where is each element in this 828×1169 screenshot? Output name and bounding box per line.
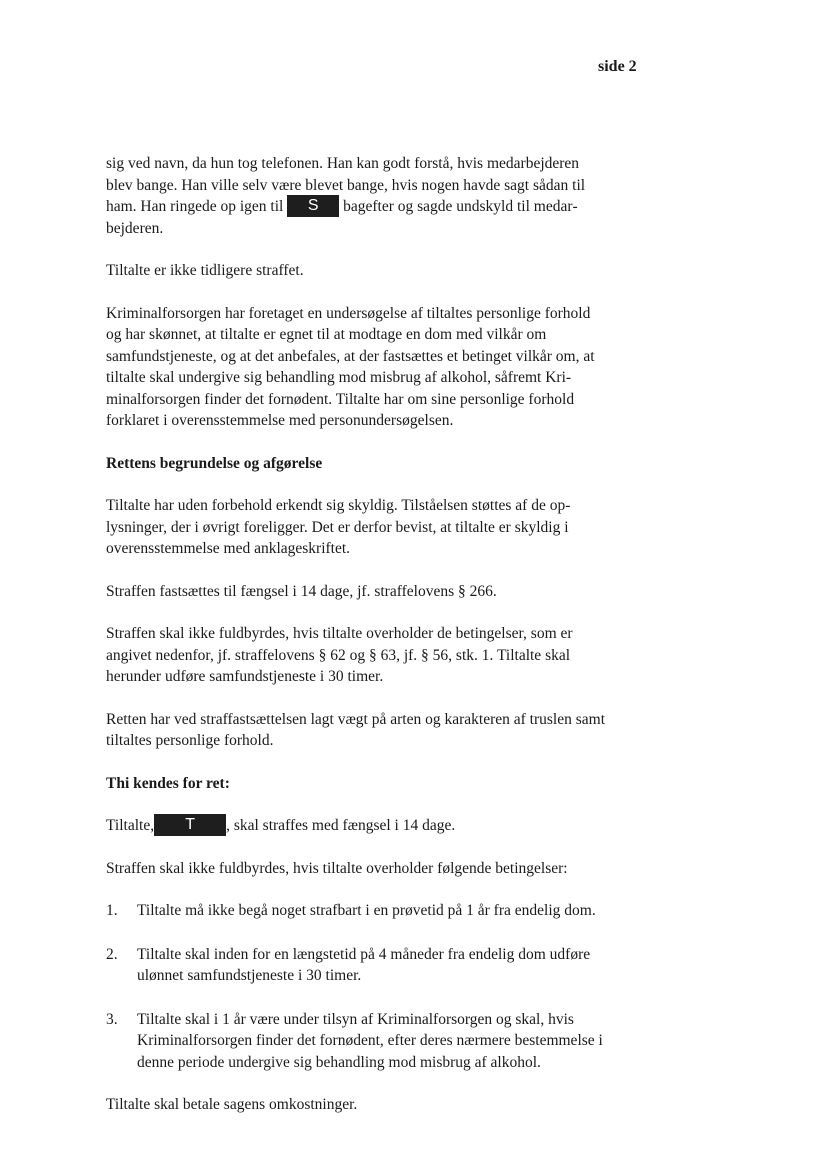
- paragraph-statement: [106, 153, 606, 239]
- conditions-list: [106, 900, 606, 1073]
- paragraph-costs: Tiltalte skal betale sagens omkostninger.: [106, 1096, 358, 1113]
- list-item: [106, 1009, 606, 1074]
- document-body: [106, 153, 606, 1137]
- list-item: [106, 900, 606, 922]
- list-item-number: 2.: [106, 945, 118, 963]
- list-item-number: 1.: [106, 902, 118, 919]
- redaction-box: T: [154, 814, 226, 836]
- paragraph-weighting: Retten har ved straffastsættelsen lagt vægt på arten og karakteren af truslen samt tiltaltes personlige forhold.: [106, 710, 605, 749]
- paragraph-text: sig ved navn, da hun tog telefonen. Han kan godt forstå, hvis medarbejderen blev bange. Han ville selv være blevet bange, hvis nogen havde sagt sådan til ham. Han ringede op igen til: [106, 155, 586, 215]
- paragraph-text: , skal straffes med fængsel i 14 dage.: [226, 817, 456, 834]
- list-item-text: Tiltalte må ikke begå noget strafbart i en prøvetid på 1 år fra endelig dom.: [137, 902, 596, 919]
- paragraph-text: bagefter og sagde undskyld til medarbejderen.: [106, 198, 578, 237]
- section-heading-reasoning: Rettens begrundelse og afgørelse: [106, 454, 323, 472]
- paragraph-prior-record: Tiltalte er ikke tidligere straffet.: [106, 262, 304, 279]
- list-item: [106, 944, 606, 987]
- list-item-text: Tiltalte skal i 1 år være under tilsyn af Kriminalforsorgen og skal, hvis Kriminalforsorgen finder det fornødent, efter deres nærmere bestemmelse i denne periode undergive sig behandling mod misbrug af alkohol.: [137, 1010, 603, 1071]
- paragraph-confession: Tiltalte har uden forbehold erkendt sig skyldig. Tilståelsen støttes af de oplysninger, der i øvrigt foreligger. Det er derfor bevist, at tiltalte er skyldig i overensstemmelse med anklageskriftet.: [106, 497, 571, 557]
- paragraph-sentence: Straffen fastsættes til fængsel i 14 dage, jf. straffelovens § 266.: [106, 582, 497, 600]
- paragraph-text: Tiltalte,: [106, 817, 155, 834]
- redaction-box: S: [287, 195, 339, 217]
- paragraph-verdict: [106, 815, 606, 837]
- list-item-number: 3.: [106, 1010, 118, 1028]
- paragraph-conditions-intro: Straffen skal ikke fuldbyrdes, hvis tiltalte overholder følgende betingelser:: [106, 859, 568, 877]
- paragraph-suspension: Straffen skal ikke fuldbyrdes, hvis tiltalte overholder de betingelser, som er angivet nedenfor, jf. straffelovens § 62 og § 63, jf. § 56, stk. 1. Tiltalte skal herunder udføre samfundstjeneste i 30 timer.: [106, 625, 573, 685]
- page-number: side 2: [598, 58, 637, 75]
- section-heading-verdict: Thi kendes for ret:: [106, 774, 230, 792]
- list-item-text: Tiltalte skal inden for en længstetid på 4 måneder fra endelig dom udføre ulønnet samfundstjeneste i 30 timer.: [137, 945, 591, 984]
- paragraph-probation-report: Kriminalforsorgen har foretaget en undersøgelse af tiltaltes personlige forhold og har skønnet, at tiltalte er egnet til at modtage en dom med vilkår om samfundstjeneste, og at det anbefales, at der fastsættes et betinget vilkår om, at tiltalte skal undergive sig behandling mod misbrug af alkohol, såfremt Kriminalforsorgen finder det fornødent. Tiltalte har om sine personlige forhold forklaret i overensstemmelse med personundersøgelsen.: [106, 304, 595, 429]
